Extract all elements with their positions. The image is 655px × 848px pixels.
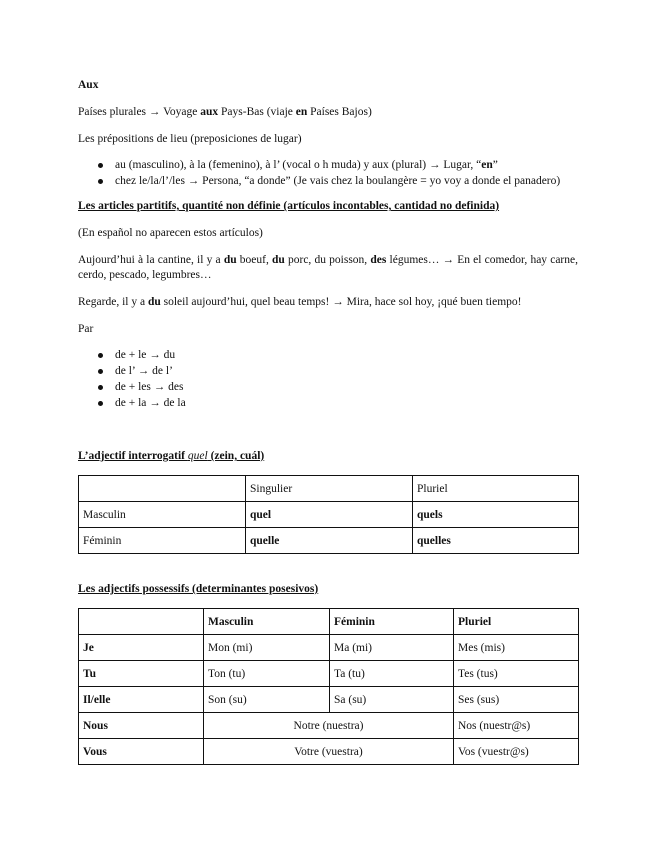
table-row xyxy=(79,502,579,528)
table-header-cell: Singulier xyxy=(246,476,413,502)
partitifs-example-1 xyxy=(78,253,578,283)
table-cell xyxy=(79,609,204,635)
table-row xyxy=(79,528,579,554)
aux-bullet-1 xyxy=(78,157,578,173)
table-cell: Ma (mi) xyxy=(330,635,454,661)
table-cell: Sa (su) xyxy=(330,687,454,713)
table-row xyxy=(79,635,579,661)
aux-line-1-bold-a: aux xyxy=(200,106,219,118)
table-cell: Mon (mi) xyxy=(204,635,330,661)
table-header-row xyxy=(79,476,579,502)
aux-bullet-1-bold: en xyxy=(481,159,493,171)
table-row xyxy=(79,739,579,765)
possessifs-heading: Les adjectifs possessifs (determinantes posesivos) xyxy=(78,583,319,595)
table-row-label: Masculin xyxy=(79,502,246,528)
table-cell: quelles xyxy=(413,528,579,554)
table-header-cell: Pluriel xyxy=(413,476,579,502)
table-cell: quel xyxy=(246,502,413,528)
table-row-label: Féminin xyxy=(79,528,246,554)
interrogatif-heading xyxy=(78,449,578,464)
partitif-item: de l’ → de l’ xyxy=(78,363,578,379)
table-header-cell: Pluriel xyxy=(454,609,579,635)
ex2-bold: du xyxy=(147,296,161,308)
aux-line-2: Les prépositions de lieu (preposiciones de lugar) xyxy=(78,133,302,145)
aux-line-1-text-a: Países plurales → Voyage xyxy=(78,106,201,118)
table-cell: quels xyxy=(413,502,579,528)
table-merged-cell: Votre (vuestra) xyxy=(204,739,454,765)
aux-line-1-text-c: Países Bajos) xyxy=(307,106,372,118)
interrogatif-table xyxy=(78,475,579,554)
interrogatif-heading-post: (zein, cuál) xyxy=(207,450,265,462)
table-row-label: Vous xyxy=(79,739,204,765)
partitifs-bullet-list xyxy=(78,347,578,411)
partitif-item: de + le → du xyxy=(78,347,578,363)
aux-line-1-bold-b: en xyxy=(295,106,308,118)
ex1-bold-3: des xyxy=(370,254,387,266)
table-cell: Nos (nuestr@s) xyxy=(454,713,579,739)
partitifs-heading: Les articles partitifs, quantité non définie (artículos incontables, cantidad no definida) xyxy=(78,200,500,212)
partitif-item: de + la → de la xyxy=(78,395,578,411)
ex1-text-e: légumes… → En el comedor, hay carne, cerdo, pescado, legumbres… xyxy=(78,254,578,281)
ex1-text-d: porc, du poisson, xyxy=(284,254,371,266)
aux-bullet-1-text-a: au (masculino), à la (femenino), à l’ (vocal o h muda) y aux (plural) → Lugar, “ xyxy=(115,159,482,171)
ex1-text-a: Aujourd’hui à la cantine, il y a xyxy=(78,254,224,266)
ex1-bold-2: du xyxy=(272,254,285,266)
table-row-label: Il/elle xyxy=(79,687,204,713)
partitifs-par: Par xyxy=(78,323,94,335)
table-cell: Ton (tu) xyxy=(204,661,330,687)
table-row xyxy=(79,661,579,687)
table-cell: Ses (sus) xyxy=(454,687,579,713)
table-cell: Tes (tus) xyxy=(454,661,579,687)
table-row xyxy=(79,687,579,713)
ex1-bold-1: du xyxy=(223,254,237,266)
table-header-row xyxy=(79,609,579,635)
possessifs-table xyxy=(78,608,579,765)
table-row xyxy=(79,713,579,739)
aux-line-1-text-b: Pays-Bas (viaje xyxy=(218,106,296,118)
interrogatif-heading-italic: quel xyxy=(187,450,208,462)
partitif-item: de + les → des xyxy=(78,379,578,395)
table-row-label: Je xyxy=(79,635,204,661)
table-row-label: Nous xyxy=(79,713,204,739)
table-cell: Ta (tu) xyxy=(330,661,454,687)
table-cell: Son (su) xyxy=(204,687,330,713)
table-cell: Mes (mis) xyxy=(454,635,579,661)
aux-bullet-2: chez le/la/l’/les → Persona, “a donde” (Je vais chez la boulangère = yo voy a donde el panadero) xyxy=(78,173,578,189)
partitifs-example-2 xyxy=(78,295,578,310)
table-cell xyxy=(79,476,246,502)
interrogatif-heading-pre: L’adjectif interrogatif xyxy=(78,450,188,462)
table-row-label: Tu xyxy=(79,661,204,687)
ex1-text-c: boeuf, xyxy=(236,254,273,266)
document-page xyxy=(78,72,578,765)
aux-bullet-1-text-b: ” xyxy=(492,159,498,171)
aux-line-1 xyxy=(78,105,578,120)
partitifs-note: (En español no aparecen estos artículos) xyxy=(78,227,263,239)
table-cell: Vos (vuestr@s) xyxy=(454,739,579,765)
ex2-text-a: Regarde, il y a xyxy=(78,296,148,308)
table-header-cell: Féminin xyxy=(330,609,454,635)
aux-bullet-list xyxy=(78,157,578,189)
table-merged-cell: Notre (nuestra) xyxy=(204,713,454,739)
table-cell: quelle xyxy=(246,528,413,554)
ex2-text-c: soleil aujourd’hui, quel beau temps! → Mira, hace sol hoy, ¡qué buen tiempo! xyxy=(160,296,522,308)
aux-title: Aux xyxy=(78,79,99,91)
table-header-cell: Masculin xyxy=(204,609,330,635)
